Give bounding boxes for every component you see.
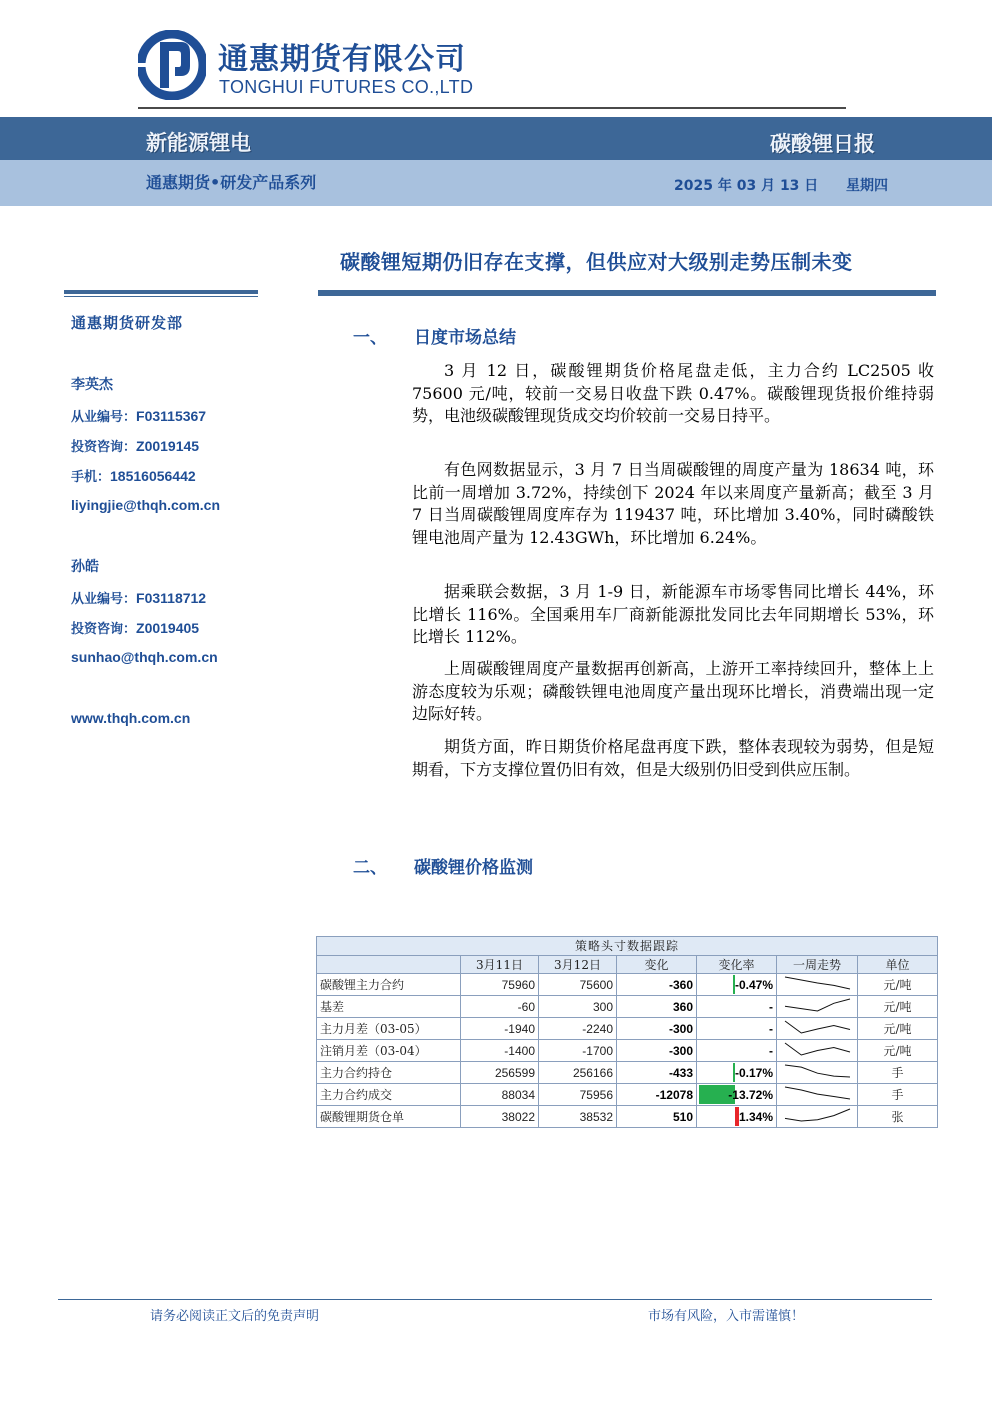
value-change: -300 (617, 1018, 697, 1040)
body-paragraph: 3 月 12 日，碳酸锂期货价格尾盘走低，主力合约 LC2505 收 75600 元/吨，较前一交易日收盘下跌 0.47%。碳酸锂现货报价维持弱势，电池级碳酸锂现货成交均价较前一交易日持平。 (412, 361, 934, 425)
sparkline-line (785, 1021, 850, 1033)
value-change-rate (697, 1062, 777, 1084)
sidebar-rule (64, 290, 258, 294)
table-header: 一周走势 (777, 955, 858, 974)
table-header: 变化 (617, 955, 697, 974)
company-name-cn: 通惠期货有限公司 (218, 42, 466, 77)
table-row (317, 996, 938, 1018)
footer-risk-note: 市场有风险，入市需谨慎！ (648, 1309, 805, 1324)
weekly-sparkline (777, 1018, 858, 1040)
value-unit: 元/吨 (858, 1040, 938, 1062)
value-mar11: -1400 (461, 1040, 539, 1062)
value-unit: 元/吨 (858, 1018, 938, 1040)
body-paragraph: 期货方面，昨日期货价格尾盘再度下跌，整体表现较为弱势，但是短期看，下方支撑位置仍旧有效，但是大级别仍旧受到供应压制。 (412, 737, 934, 779)
sparkline-line (785, 1109, 850, 1121)
company-name-en: TONGHUI FUTURES CO.,LTD (219, 77, 474, 97)
value-change-rate (697, 1040, 777, 1062)
sparkline-chart (777, 1018, 858, 1036)
website-link[interactable]: www.thqh.com.cn (71, 710, 191, 726)
section-title: 日度市场总结 (414, 328, 516, 348)
report-weekday: 星期四 (846, 178, 888, 194)
sparkline-line (785, 1087, 850, 1099)
row-label: 注销月差（03-04） (317, 1040, 461, 1062)
banner-series: 通惠期货•研发产品系列 (146, 173, 317, 192)
table-row (317, 1018, 938, 1040)
weekly-sparkline (777, 1062, 858, 1084)
table-header: 单位 (858, 955, 938, 974)
value-mar12: -2240 (539, 1018, 617, 1040)
page-title: 碳酸锂短期仍旧存在支撑，但供应对大级别走势压制未变 (340, 250, 853, 274)
table-row (317, 1106, 938, 1128)
weekly-sparkline (777, 1084, 858, 1106)
row-label: 碳酸锂期货仓单 (317, 1106, 461, 1128)
body-paragraph: 据乘联会数据，3 月 1-9 日，新能源车市场零售同比增长 44%，环比增长 116%。全国乘用车厂商新能源批发同比去年同期增长 53%，环比增长 112%。 (412, 582, 934, 646)
weekly-sparkline (777, 1106, 858, 1128)
value-unit: 手 (858, 1062, 938, 1084)
value-change: 360 (617, 996, 697, 1018)
table-row (317, 1062, 938, 1084)
sparkline-chart (777, 1084, 858, 1102)
value-change-rate (697, 974, 777, 996)
value-mar12: 300 (539, 996, 617, 1018)
row-label: 基差 (317, 996, 461, 1018)
sparkline-chart (777, 1062, 858, 1080)
weekly-sparkline (777, 1040, 858, 1062)
section-number: 二、 (353, 858, 387, 878)
banner-sector: 新能源锂电 (146, 131, 251, 155)
sidebar-rule-thin (64, 296, 258, 297)
weekly-sparkline (777, 974, 858, 996)
report-date: 2025 年 03 月 13 日 (674, 178, 819, 194)
change-rate-bar (735, 1107, 739, 1126)
table-header: 3月12日 (539, 955, 617, 974)
table-row (317, 974, 938, 996)
value-mar11: -60 (461, 996, 539, 1018)
value-change-rate (697, 1106, 777, 1128)
analyst-name: 李英杰 (71, 377, 113, 393)
value-mar12: 38532 (539, 1106, 617, 1128)
value-change-rate (697, 1018, 777, 1040)
table-header (317, 955, 461, 974)
sparkline-chart (777, 974, 858, 992)
weekly-sparkline (777, 996, 858, 1018)
header-rule (138, 107, 846, 109)
company-logo-icon (138, 30, 206, 100)
table-row (317, 1040, 938, 1062)
sparkline-line (785, 977, 850, 989)
row-label: 碳酸锂主力合约 (317, 974, 461, 996)
sparkline-line (785, 1065, 850, 1077)
table-row (317, 1084, 938, 1106)
value-mar11: 75960 (461, 974, 539, 996)
row-label: 主力月差（03-05） (317, 1018, 461, 1040)
analyst-license: 从业编号：F03118712 (71, 590, 207, 607)
row-label: 主力合约成交 (317, 1084, 461, 1106)
table-header: 变化率 (697, 955, 777, 974)
change-rate-text: - (769, 1043, 773, 1058)
price-monitor-table (316, 936, 938, 1128)
section-number: 一、 (353, 328, 387, 348)
analyst-consult-id: 投资咨询：Z0019405 (71, 620, 200, 637)
value-unit: 元/吨 (858, 974, 938, 996)
value-unit: 元/吨 (858, 996, 938, 1018)
analyst-email[interactable]: liyingjie@thqh.com.cn (71, 497, 220, 513)
banner-report-type: 碳酸锂日报 (770, 132, 875, 156)
change-rate-text: 1.34% (738, 1109, 773, 1124)
footer-rule (58, 1299, 932, 1300)
value-mar11: 38022 (461, 1106, 539, 1128)
sparkline-line (785, 999, 850, 1011)
table-caption: 策略头寸数据跟踪 (317, 937, 938, 956)
value-mar12: 75956 (539, 1084, 617, 1106)
value-mar11: -1940 (461, 1018, 539, 1040)
sparkline-chart (777, 1040, 858, 1058)
table-header: 3月11日 (461, 955, 539, 974)
company-logo (138, 30, 498, 102)
value-unit: 手 (858, 1084, 938, 1106)
row-label: 主力合约持仓 (317, 1062, 461, 1084)
change-rate-text: - (769, 999, 773, 1014)
sparkline-line (785, 1043, 850, 1055)
sparkline-chart (777, 1106, 858, 1124)
analyst-consult-id: 投资咨询：Z0019145 (71, 438, 200, 455)
value-mar12: 256166 (539, 1062, 617, 1084)
title-rule (318, 290, 936, 296)
value-change: -360 (617, 974, 697, 996)
value-mar12: 75600 (539, 974, 617, 996)
value-mar11: 88034 (461, 1084, 539, 1106)
body-paragraph: 上周碳酸锂周度产量数据再创新高，上游开工率持续回升，整体上上游态度较为乐观；磷酸铁锂电池周度产量出现环比增长，消费端出现一定边际好转。 (412, 659, 934, 723)
analyst-name: 孙皓 (71, 559, 99, 575)
body-paragraph: 有色网数据显示，3 月 7 日当周碳酸锂的周度产量为 18634 吨，环比前一周增加 3.72%，持续创下 2024 年以来周度产量新高；截至 3 月 7 日当周碳酸锂周度库存为 119437 吨，环比增加 3.40%，同时磷酸铁锂电池周产量为 12.43GWh，环比增加 6.24%。 (412, 460, 934, 547)
value-change: 510 (617, 1106, 697, 1128)
analyst-email[interactable]: sunhao@thqh.com.cn (71, 649, 218, 665)
change-rate-text: -0.47% (734, 977, 773, 992)
value-change-rate (697, 996, 777, 1018)
value-mar11: 256599 (461, 1062, 539, 1084)
change-rate-text: -13.72% (728, 1087, 773, 1102)
footer-disclaimer: 请务必阅读正文后的免责声明 (150, 1309, 320, 1324)
value-change: -300 (617, 1040, 697, 1062)
sparkline-chart (777, 996, 858, 1014)
value-change: -12078 (617, 1084, 697, 1106)
table-header-row (317, 955, 938, 974)
analyst-license: 从业编号：F03115367 (71, 408, 207, 425)
change-rate-text: -0.17% (734, 1065, 773, 1080)
change-rate-text: - (769, 1021, 773, 1036)
value-unit: 张 (858, 1106, 938, 1128)
value-change-rate (697, 1084, 777, 1106)
section-title: 碳酸锂价格监测 (414, 858, 533, 878)
research-dept: 通惠期货研发部 (71, 314, 184, 332)
analyst-phone: 手机：18516056442 (71, 468, 196, 485)
value-mar12: -1700 (539, 1040, 617, 1062)
value-change: -433 (617, 1062, 697, 1084)
